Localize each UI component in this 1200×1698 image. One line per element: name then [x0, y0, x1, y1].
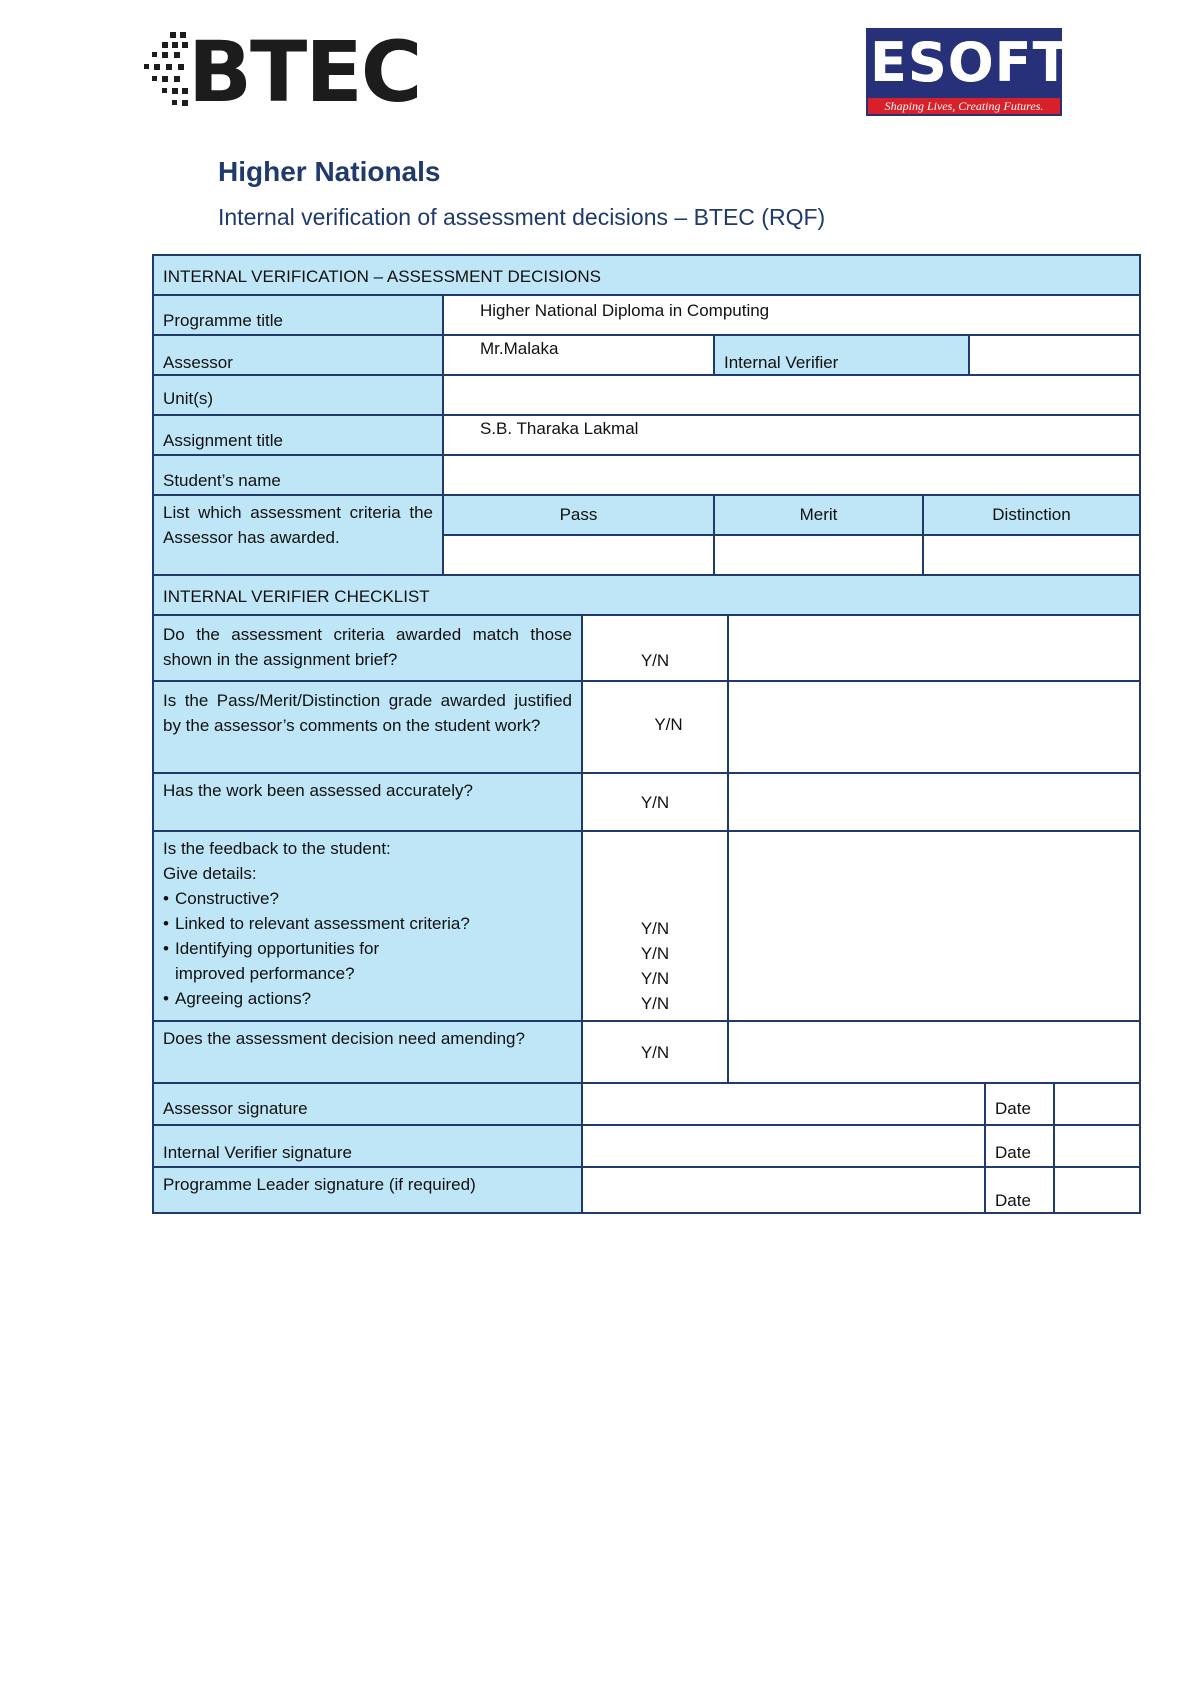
assessor-label-text: Assessor: [163, 353, 233, 372]
assessor-date-label: [984, 1082, 1055, 1126]
yn-constructive[interactable]: Y/N: [640, 919, 670, 938]
pl-date-field[interactable]: [1053, 1166, 1141, 1214]
programme-title-label-text: Programme title: [163, 311, 283, 330]
internal-verifier-label: [713, 334, 970, 376]
internal-verifier-label-text: Internal Verifier: [724, 353, 839, 372]
assignment-title-label: [152, 414, 444, 456]
assignment-title-value: S.B. Tharaka Lakmal: [480, 419, 639, 438]
section-header-verifier-checklist: [152, 574, 1141, 616]
yn-criteria-match[interactable]: [581, 614, 729, 682]
pl-signature-label: [152, 1166, 583, 1214]
yn-linked-criteria[interactable]: Y/N: [640, 944, 670, 963]
yn-opportunities[interactable]: Y/N: [640, 969, 670, 988]
assessor-value: Mr.Malaka: [480, 339, 559, 358]
assessor-signature-label-text: Assessor signature: [163, 1099, 308, 1118]
programme-title-label: [152, 294, 444, 336]
programme-title-field[interactable]: [442, 294, 1141, 336]
question-decision-amending-text: Does the assessment decision need amending?: [163, 1029, 525, 1048]
checklist-question-decision-amending: [152, 1020, 583, 1084]
yn-assessed-accurately[interactable]: [581, 772, 729, 832]
iv-date-field[interactable]: [1053, 1124, 1141, 1168]
units-label-text: Unit(s): [163, 389, 214, 408]
assessor-field[interactable]: [442, 334, 715, 376]
internal-verification-form: [152, 254, 1141, 1226]
pass-criteria-field[interactable]: [442, 534, 715, 576]
date-label-text: Date: [995, 1143, 1031, 1162]
feedback-item: • Constructive?: [163, 886, 572, 911]
pl-signature-field[interactable]: [581, 1166, 986, 1214]
student-name-label-text: Student’s name: [163, 471, 281, 490]
comment-grade-justified[interactable]: [727, 680, 1141, 774]
units-label: [152, 374, 444, 416]
programme-title-value: Higher National Diploma in Computing: [480, 301, 770, 320]
question-criteria-match-text: Do the assessment criteria awarded match those shown in the assignment brief?: [163, 625, 572, 669]
yn-label: Y/N: [654, 715, 683, 734]
student-name-field[interactable]: [442, 454, 1141, 496]
pass-header: [442, 494, 715, 536]
iv-signature-label: [152, 1124, 583, 1168]
feedback-item: • Agreeing actions?: [163, 986, 572, 1011]
yn-label: Y/N: [640, 793, 670, 812]
criteria-awarded-label-text: List which assessment criteria the Assessor has awarded.: [163, 503, 433, 547]
yn-label: Y/N: [640, 651, 670, 670]
comment-criteria-match[interactable]: [727, 614, 1141, 682]
question-feedback-give-details: Give details:: [163, 864, 257, 883]
assessor-date-field[interactable]: [1053, 1082, 1141, 1126]
btec-logo-text: BTEC: [188, 23, 421, 121]
merit-header: [713, 494, 924, 536]
assignment-title-field[interactable]: [442, 414, 1141, 456]
section-header-assessment-decisions: [152, 254, 1141, 296]
yn-decision-amending[interactable]: [581, 1020, 729, 1084]
esoft-logo: [866, 28, 1071, 116]
date-label-text: Date: [995, 1191, 1031, 1210]
feedback-item: • Linked to relevant assessment criteria?: [163, 911, 572, 936]
section-header-checklist-text: INTERNAL VERIFIER CHECKLIST: [163, 587, 430, 606]
btec-logo: [144, 23, 421, 121]
date-label-text: Date: [995, 1099, 1031, 1118]
checklist-question-assessed-accurately: [152, 772, 583, 832]
esoft-logo-text: ESOFT: [870, 31, 1071, 94]
units-field[interactable]: [442, 374, 1141, 416]
pl-signature-label-text: Programme Leader signature (if required): [163, 1175, 476, 1194]
pass-header-text: Pass: [559, 505, 598, 524]
merit-criteria-field[interactable]: [713, 534, 924, 576]
distinction-header: [922, 494, 1141, 536]
section-header-text: INTERNAL VERIFICATION – ASSESSMENT DECISIONS: [163, 267, 601, 286]
question-assessed-accurately-text: Has the work been assessed accurately?: [163, 781, 473, 800]
yn-grade-justified[interactable]: [581, 680, 729, 774]
iv-signature-label-text: Internal Verifier signature: [163, 1143, 352, 1162]
comment-assessed-accurately[interactable]: [727, 772, 1141, 832]
feedback-item: • Identifying opportunities for improved performance?: [163, 936, 405, 986]
internal-verifier-field[interactable]: [968, 334, 1141, 376]
distinction-header-text: Distinction: [992, 505, 1071, 524]
yn-label: Y/N: [640, 1043, 670, 1062]
assessor-signature-label: [152, 1082, 583, 1126]
merit-header-text: Merit: [799, 505, 838, 524]
assessor-label: [152, 334, 444, 376]
assignment-title-label-text: Assignment title: [163, 431, 283, 450]
checklist-question-feedback: [152, 830, 583, 1022]
btec-dots-graphic: [144, 30, 190, 110]
comment-decision-amending[interactable]: [727, 1020, 1141, 1084]
iv-signature-field[interactable]: [581, 1124, 986, 1168]
yn-feedback-group: [581, 830, 729, 1022]
checklist-question-criteria-match: [152, 614, 583, 682]
page-subtitle: Internal verification of assessment decisions – BTEC (RQF): [218, 204, 826, 230]
feedback-criteria-list: [163, 886, 572, 1011]
page-title: Higher Nationals: [218, 156, 441, 187]
question-grade-justified-text: Is the Pass/Merit/Distinction grade awarded justified by the assessor’s comments on the student work?: [163, 691, 572, 735]
yn-agreeing-actions[interactable]: Y/N: [640, 994, 670, 1013]
comment-feedback[interactable]: [727, 830, 1141, 1022]
pl-date-label: [984, 1166, 1055, 1214]
distinction-criteria-field[interactable]: [922, 534, 1141, 576]
student-name-label: [152, 454, 444, 496]
criteria-awarded-label: [152, 494, 444, 576]
esoft-tagline: Shaping Lives, Creating Futures.: [868, 98, 1060, 114]
iv-date-label: [984, 1124, 1055, 1168]
question-feedback-intro: Is the feedback to the student:: [163, 839, 391, 858]
checklist-question-grade-justified: [152, 680, 583, 774]
assessor-signature-field[interactable]: [581, 1082, 986, 1126]
